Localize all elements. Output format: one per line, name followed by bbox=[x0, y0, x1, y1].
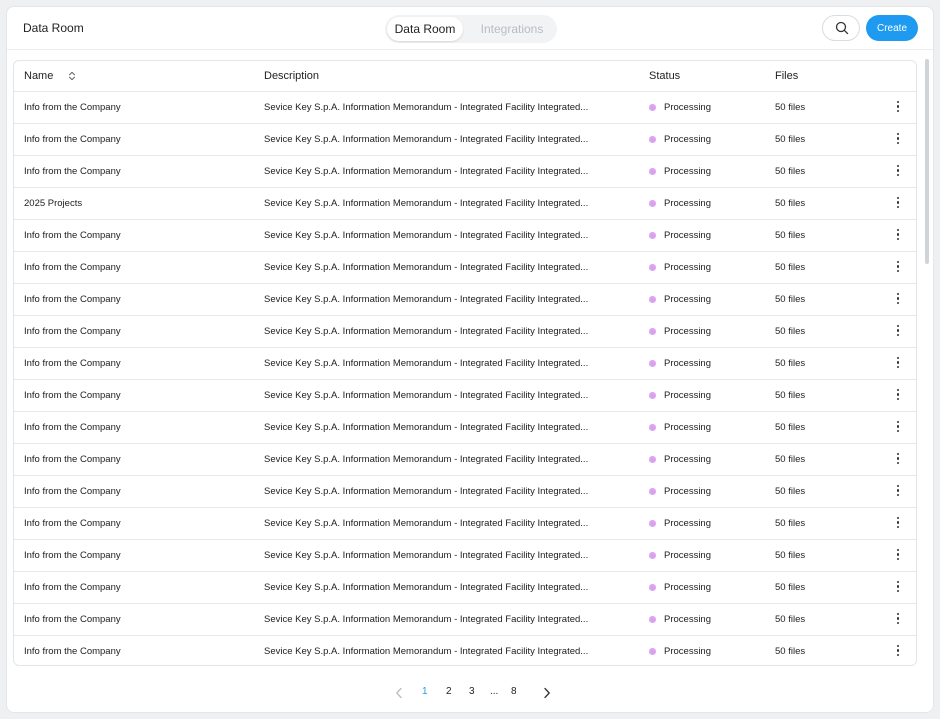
column-header-description: Description bbox=[264, 70, 320, 82]
status-label: Processing bbox=[664, 582, 711, 593]
table-row[interactable] bbox=[14, 412, 916, 444]
row-files: 50 files bbox=[775, 614, 806, 625]
scrollbar[interactable] bbox=[925, 59, 929, 264]
view-switcher bbox=[385, 15, 557, 43]
row-description: Sevice Key S.p.A. Information Memorandum - Integrated Facility Integrated... bbox=[264, 518, 589, 529]
row-status bbox=[649, 262, 711, 273]
page-3[interactable]: 3 bbox=[469, 686, 475, 697]
table-row[interactable] bbox=[14, 572, 916, 604]
status-label: Processing bbox=[664, 134, 711, 145]
more-options-icon[interactable] bbox=[894, 357, 902, 371]
row-description: Sevice Key S.p.A. Information Memorandum - Integrated Facility Integrated... bbox=[264, 262, 589, 273]
status-dot bbox=[649, 104, 656, 111]
more-options-icon[interactable] bbox=[894, 261, 902, 275]
status-dot bbox=[649, 200, 656, 207]
status-label: Processing bbox=[664, 358, 711, 369]
row-files: 50 files bbox=[775, 230, 806, 241]
table-row[interactable] bbox=[14, 380, 916, 412]
row-name: Info from the Company bbox=[24, 166, 121, 177]
more-options-icon[interactable] bbox=[894, 453, 902, 467]
page-8[interactable]: 8 bbox=[511, 686, 517, 697]
sort-icon[interactable] bbox=[68, 71, 76, 81]
status-dot bbox=[649, 264, 656, 271]
row-status bbox=[649, 198, 711, 209]
row-name: Info from the Company bbox=[24, 134, 121, 145]
status-dot bbox=[649, 424, 656, 431]
status-dot bbox=[649, 520, 656, 527]
page-title: Data Room bbox=[23, 21, 84, 35]
row-name: Info from the Company bbox=[24, 230, 121, 241]
more-options-icon[interactable] bbox=[894, 133, 902, 147]
table-row[interactable] bbox=[14, 476, 916, 508]
search-icon bbox=[835, 21, 849, 35]
row-status bbox=[649, 230, 711, 241]
row-description: Sevice Key S.p.A. Information Memorandum - Integrated Facility Integrated... bbox=[264, 582, 589, 593]
search-button[interactable] bbox=[822, 15, 860, 41]
status-label: Processing bbox=[664, 262, 711, 273]
status-label: Processing bbox=[664, 326, 711, 337]
row-status bbox=[649, 518, 711, 529]
row-description: Sevice Key S.p.A. Information Memorandum - Integrated Facility Integrated... bbox=[264, 230, 589, 241]
page-ellipsis: ... bbox=[490, 686, 499, 697]
table-row[interactable] bbox=[14, 540, 916, 572]
create-button[interactable]: Create bbox=[866, 15, 918, 41]
row-files: 50 files bbox=[775, 134, 806, 145]
table-row[interactable] bbox=[14, 284, 916, 316]
status-dot bbox=[649, 296, 656, 303]
row-status bbox=[649, 358, 711, 369]
row-files: 50 files bbox=[775, 294, 806, 305]
row-name: Info from the Company bbox=[24, 102, 121, 113]
status-dot bbox=[649, 392, 656, 399]
row-files: 50 files bbox=[775, 166, 806, 177]
status-label: Processing bbox=[664, 390, 711, 401]
row-files: 50 files bbox=[775, 326, 806, 337]
more-options-icon[interactable] bbox=[894, 293, 902, 307]
status-dot bbox=[649, 552, 656, 559]
row-status bbox=[649, 646, 711, 657]
table-row[interactable] bbox=[14, 348, 916, 380]
row-description: Sevice Key S.p.A. Information Memorandum - Integrated Facility Integrated... bbox=[264, 646, 589, 657]
status-dot bbox=[649, 584, 656, 591]
table-row[interactable] bbox=[14, 604, 916, 636]
status-dot bbox=[649, 616, 656, 623]
status-label: Processing bbox=[664, 486, 711, 497]
chevron-left-icon[interactable] bbox=[395, 687, 403, 699]
status-dot bbox=[649, 136, 656, 143]
row-status bbox=[649, 614, 711, 625]
row-description: Sevice Key S.p.A. Information Memorandum - Integrated Facility Integrated... bbox=[264, 198, 589, 209]
pagination bbox=[7, 683, 933, 703]
row-name: Info from the Company bbox=[24, 358, 121, 369]
tab-integrations[interactable]: Integrations bbox=[480, 22, 544, 36]
row-files: 50 files bbox=[775, 262, 806, 273]
row-name: Info from the Company bbox=[24, 294, 121, 305]
status-label: Processing bbox=[664, 198, 711, 209]
row-status bbox=[649, 390, 711, 401]
row-status bbox=[649, 102, 711, 113]
more-options-icon[interactable] bbox=[894, 325, 902, 339]
row-files: 50 files bbox=[775, 454, 806, 465]
row-status bbox=[649, 294, 711, 305]
status-label: Processing bbox=[664, 614, 711, 625]
more-options-icon[interactable] bbox=[894, 229, 902, 243]
more-options-icon[interactable] bbox=[894, 613, 902, 627]
top-bar bbox=[7, 7, 933, 50]
row-name: Info from the Company bbox=[24, 582, 121, 593]
row-name: 2025 Projects bbox=[24, 198, 83, 209]
more-options-icon[interactable] bbox=[894, 549, 902, 563]
column-header-files: Files bbox=[775, 70, 799, 82]
row-description: Sevice Key S.p.A. Information Memorandum - Integrated Facility Integrated... bbox=[264, 486, 589, 497]
row-files: 50 files bbox=[775, 550, 806, 561]
row-name: Info from the Company bbox=[24, 326, 121, 337]
status-label: Processing bbox=[664, 166, 711, 177]
more-options-icon[interactable] bbox=[894, 197, 902, 211]
row-description: Sevice Key S.p.A. Information Memorandum - Integrated Facility Integrated... bbox=[264, 550, 589, 561]
status-label: Processing bbox=[664, 230, 711, 241]
row-name: Info from the Company bbox=[24, 262, 121, 273]
status-label: Processing bbox=[664, 550, 711, 561]
more-options-icon[interactable] bbox=[894, 485, 902, 499]
row-files: 50 files bbox=[775, 646, 806, 657]
row-status bbox=[649, 454, 711, 465]
row-name: Info from the Company bbox=[24, 646, 121, 657]
column-header-status: Status bbox=[649, 70, 681, 82]
row-status bbox=[649, 486, 711, 497]
row-description: Sevice Key S.p.A. Information Memorandum - Integrated Facility Integrated... bbox=[264, 614, 589, 625]
status-label: Processing bbox=[664, 518, 711, 529]
row-status bbox=[649, 166, 711, 177]
row-name: Info from the Company bbox=[24, 614, 121, 625]
row-status bbox=[649, 422, 711, 433]
more-options-icon[interactable] bbox=[894, 581, 902, 595]
row-description: Sevice Key S.p.A. Information Memorandum - Integrated Facility Integrated... bbox=[264, 102, 589, 113]
row-name: Info from the Company bbox=[24, 454, 121, 465]
row-files: 50 files bbox=[775, 582, 806, 593]
page-1[interactable]: 1 bbox=[422, 686, 428, 697]
row-description: Sevice Key S.p.A. Information Memorandum - Integrated Facility Integrated... bbox=[264, 422, 589, 433]
row-files: 50 files bbox=[775, 486, 806, 497]
row-description: Sevice Key S.p.A. Information Memorandum - Integrated Facility Integrated... bbox=[264, 358, 589, 369]
row-files: 50 files bbox=[775, 518, 806, 529]
table-row[interactable] bbox=[14, 444, 916, 476]
status-dot bbox=[649, 232, 656, 239]
tab-data-room[interactable]: Data Room bbox=[387, 17, 463, 41]
status-label: Processing bbox=[664, 422, 711, 433]
status-label: Processing bbox=[664, 294, 711, 305]
row-description: Sevice Key S.p.A. Information Memorandum - Integrated Facility Integrated... bbox=[264, 326, 589, 337]
table-row[interactable] bbox=[14, 220, 916, 252]
table-row[interactable] bbox=[14, 124, 916, 156]
status-dot bbox=[649, 648, 656, 655]
table-row[interactable] bbox=[14, 188, 916, 220]
page-2[interactable]: 2 bbox=[446, 686, 452, 697]
row-name: Info from the Company bbox=[24, 518, 121, 529]
row-status bbox=[649, 582, 711, 593]
table-header bbox=[14, 61, 916, 92]
table-row[interactable] bbox=[14, 252, 916, 284]
row-status bbox=[649, 550, 711, 561]
status-dot bbox=[649, 168, 656, 175]
table-body bbox=[14, 92, 916, 666]
row-description: Sevice Key S.p.A. Information Memorandum - Integrated Facility Integrated... bbox=[264, 134, 589, 145]
row-name: Info from the Company bbox=[24, 486, 121, 497]
row-description: Sevice Key S.p.A. Information Memorandum - Integrated Facility Integrated... bbox=[264, 294, 589, 305]
status-dot bbox=[649, 488, 656, 495]
row-status bbox=[649, 134, 711, 145]
row-files: 50 files bbox=[775, 198, 806, 209]
row-name: Info from the Company bbox=[24, 550, 121, 561]
data-room-table bbox=[13, 60, 917, 666]
row-description: Sevice Key S.p.A. Information Memorandum - Integrated Facility Integrated... bbox=[264, 166, 589, 177]
row-files: 50 files bbox=[775, 102, 806, 113]
more-options-icon[interactable] bbox=[894, 645, 902, 659]
status-dot bbox=[649, 456, 656, 463]
row-name: Info from the Company bbox=[24, 390, 121, 401]
row-description: Sevice Key S.p.A. Information Memorandum - Integrated Facility Integrated... bbox=[264, 454, 589, 465]
row-files: 50 files bbox=[775, 358, 806, 369]
row-status bbox=[649, 326, 711, 337]
status-dot bbox=[649, 360, 656, 367]
status-dot bbox=[649, 328, 656, 335]
row-files: 50 files bbox=[775, 390, 806, 401]
status-label: Processing bbox=[664, 646, 711, 657]
row-files: 50 files bbox=[775, 422, 806, 433]
data-room-window bbox=[6, 6, 934, 713]
more-options-icon[interactable] bbox=[894, 421, 902, 435]
table-row[interactable] bbox=[14, 508, 916, 540]
table-row[interactable] bbox=[14, 156, 916, 188]
more-options-icon[interactable] bbox=[894, 101, 902, 115]
row-description: Sevice Key S.p.A. Information Memorandum - Integrated Facility Integrated... bbox=[264, 390, 589, 401]
row-name: Info from the Company bbox=[24, 422, 121, 433]
more-options-icon[interactable] bbox=[894, 165, 902, 179]
table-row[interactable] bbox=[14, 636, 916, 666]
table-row[interactable] bbox=[14, 92, 916, 124]
column-header-name[interactable]: Name bbox=[24, 70, 54, 82]
more-options-icon[interactable] bbox=[894, 517, 902, 531]
status-label: Processing bbox=[664, 102, 711, 113]
more-options-icon[interactable] bbox=[894, 389, 902, 403]
chevron-right-icon[interactable] bbox=[543, 687, 551, 699]
status-label: Processing bbox=[664, 454, 711, 465]
table-row[interactable] bbox=[14, 316, 916, 348]
